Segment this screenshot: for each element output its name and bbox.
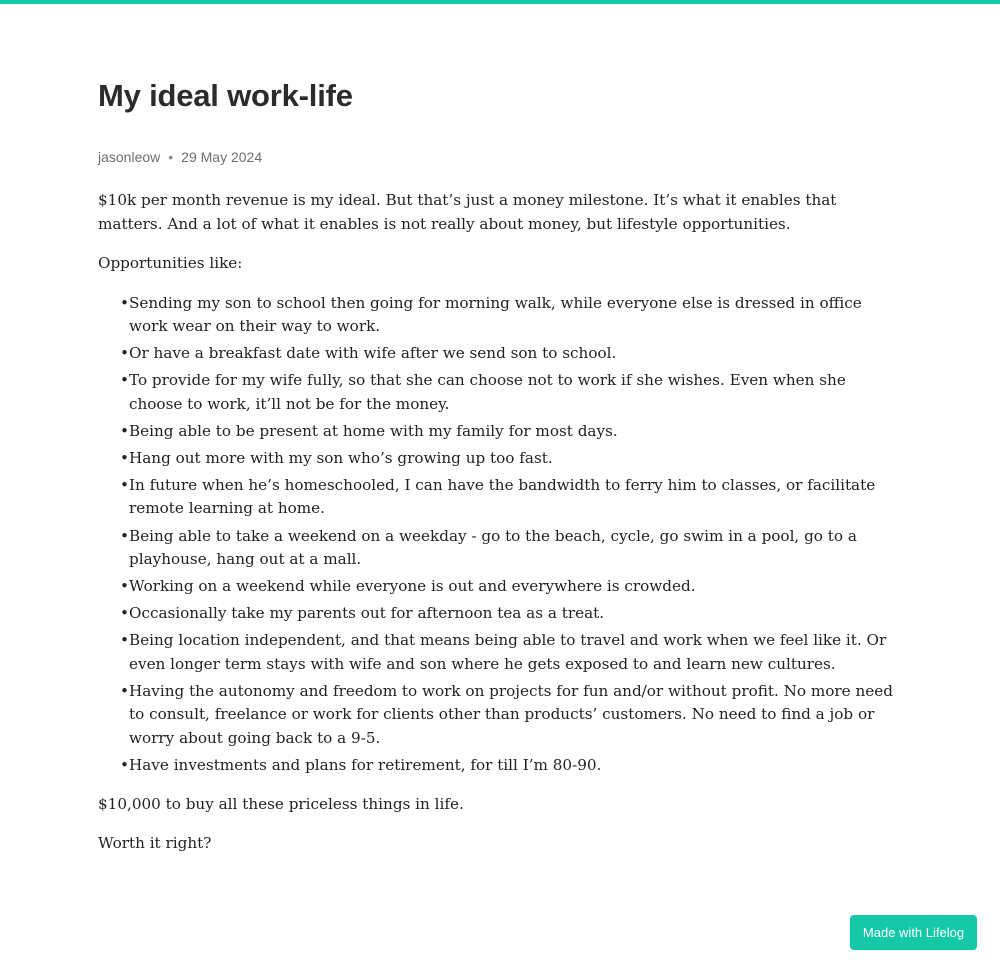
list-item: • Being location independent, and that means being able to travel and work when we feel like it. Or even longer term stays with wife and son where he gets exposed to and learn new cultures. (120, 631, 887, 673)
list-item: • Hang out more with my son who’s growing up too fast. (120, 447, 898, 471)
author-name: jasonleow (98, 149, 161, 165)
bullet: • (120, 577, 129, 596)
bullet: • (120, 681, 129, 700)
closing-paragraph: $10,000 to buy all these priceless things in life. (98, 794, 464, 813)
bullet: • (120, 604, 129, 623)
top-accent-bar (0, 0, 1000, 4)
list-item: • Working on a weekend while everyone is out and everywhere is crowded. (120, 575, 898, 599)
bullet: • (120, 371, 129, 390)
list-item: • Having the autonomy and freedom to work on projects for fun and/or without profit. No more need to consult, freelance or work for clients other than products’ customers. No need to find a job or worry about going back to a 9-5. (120, 681, 893, 747)
opportunities-list (98, 292, 898, 778)
bullet: • (120, 344, 129, 363)
list-item: • Being able to take a weekend on a weekday - go to the beach, cycle, go swim in a pool, go to a playhouse, hang out at a mall. (120, 526, 857, 569)
post-meta (98, 148, 898, 166)
bullet: • (120, 421, 129, 440)
made-with-lifelog-button[interactable]: Made with Lifelog (850, 915, 977, 950)
list-item: • In future when he’s homeschooled, I can have the bandwidth to ferry him to classes, or facilitate remote learning at home. (120, 475, 876, 518)
list-item: • Occasionally take my parents out for afternoon tea as a treat. (120, 602, 898, 626)
post-date: 29 May 2024 (181, 149, 263, 165)
bullet: • (120, 631, 129, 650)
article-body (98, 189, 898, 856)
list-item: • Sending my son to school then going for morning walk, while everyone else is dressed in office work wear on their way to work. (120, 293, 862, 335)
bullet: • (120, 448, 129, 467)
page-title: My ideal work-life (98, 78, 353, 113)
list-item: • Or have a breakfast date with wife after we send son to school. (120, 342, 898, 366)
bullet: • (120, 526, 129, 545)
closing-question: Worth it right? (98, 834, 212, 853)
intro-paragraph: $10k per month revenue is my ideal. But that’s just a money milestone. It’s what it enables that matters. And a lot of what it enables is not really about money, but lifestyle opportunities. (98, 191, 837, 233)
bullet: • (120, 293, 129, 312)
article (98, 78, 898, 872)
list-heading: Opportunities like: (98, 254, 243, 272)
list-item: • To provide for my wife fully, so that she can choose not to work if she wishes. Even when she choose to work, it’ll not be for the money. (120, 371, 846, 413)
bullet: • (120, 756, 129, 775)
list-item: • Have investments and plans for retirement, for till I’m 80-90. (120, 754, 898, 778)
bullet: • (120, 475, 129, 494)
meta-separator: • (168, 149, 174, 165)
list-item: • Being able to be present at home with my family for most days. (120, 420, 898, 444)
